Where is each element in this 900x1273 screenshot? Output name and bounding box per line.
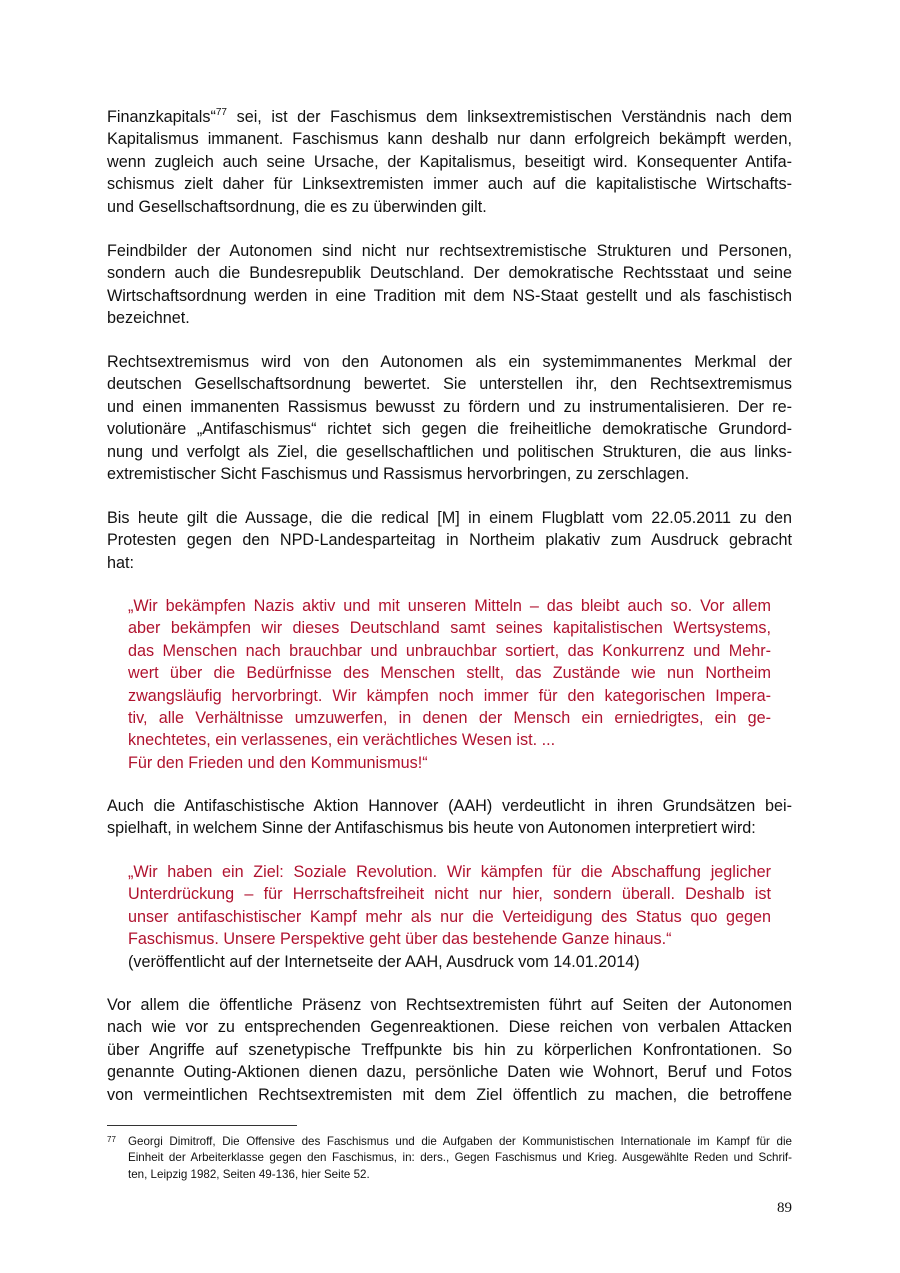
- quote-line: Für den Frieden und den Kommunismus!“: [128, 753, 428, 772]
- paragraph-1: [107, 106, 792, 218]
- paragraph-line: Kapitalismus immanent. Faschismus kann deshalb nur dann erfolgreich bekämpft werden,: [107, 130, 792, 149]
- quote-line: unser antifaschistischer Kampf mehr als nur die Verteidigung des Status quo gegen: [128, 907, 771, 926]
- paragraph-2: [107, 240, 792, 330]
- paragraph-line: Wirtschaftsordnung werden in eine Tradition mit dem NS-Staat gestellt und als faschistisch: [107, 286, 792, 305]
- paragraph-line: Auch die Antifaschistische Aktion Hannover (AAH) verdeutlicht in ihren Grundsätzen bei-: [107, 797, 792, 815]
- paragraph-line: deutschen Gesellschaftsordnung bewertet. Sie unterstellen ihr, den Rechtsextremismus: [107, 375, 792, 394]
- paragraph-line: sondern auch die Bundesrepublik Deutschland. Der demokratische Rechtsstaat und seine: [107, 264, 792, 283]
- text-run: sei, ist der Faschismus dem linksextremistischen Verständnis nach dem: [227, 108, 792, 126]
- footnote-line: ten, Leipzig 1982, Seiten 49-136, hier Seite 52.: [128, 1167, 370, 1181]
- paragraph-line: von vermeintlichen Rechtsextremisten mit dem Ziel öffentlich zu machen, die betroffene: [107, 1085, 792, 1104]
- text-run: Finanzkapitals“: [107, 108, 216, 126]
- quote-line: zwangsläufig hervorbringt. Wir kämpfen noch immer für den kategorischen Impera-: [128, 686, 771, 705]
- footnote-divider: [107, 1125, 297, 1126]
- paragraph-3: [107, 351, 792, 485]
- footnote-body: [128, 1134, 792, 1183]
- paragraph-6: [107, 994, 792, 1106]
- paragraph-line: und Gesellschaftsordnung, die es zu überwinden gilt.: [107, 197, 487, 216]
- paragraph-line: extremistischer Sicht Faschismus und Rassismus hervorbringen, zu zerschlagen.: [107, 465, 690, 484]
- paragraph-line: hat:: [107, 553, 135, 572]
- footnote-line: Einheit der Arbeiterklasse gegen den Faschismus, in: ders., Gegen Faschismus und Krieg. Ausgewählte Reden und Schrif-: [128, 1151, 792, 1165]
- paragraph-line: volutionäre „Antifaschismus“ richtet sich gegen die freiheitliche demokratische Grundord-: [107, 420, 792, 439]
- paragraph-line: und einen immanenten Rassismus bewusst zu fördern und zu instrumentalisieren. Der re-: [107, 397, 792, 416]
- quote-line: tiv, alle Verhältnisse umzuwerfen, in denen der Mensch ein erniedrigtes, ein ge-: [128, 709, 771, 728]
- paragraph-5: [107, 795, 792, 840]
- quote-line: knechtetes, ein verlassenes, ein verächtliches Wesen ist. ...: [128, 731, 556, 750]
- paragraph-line: genannte Outing-Aktionen dienen dazu, persönliche Daten wie Wohnort, Beruf und Fotos: [107, 1063, 792, 1082]
- quote-line: „Wir bekämpfen Nazis aktiv und mit unseren Mitteln – das bleibt auch so. Vor allem: [128, 597, 771, 615]
- quote-line: wert über die Bedürfnisse des Menschen stellt, das Zustände wie nun Northeim: [128, 664, 771, 683]
- quote-line: Faschismus. Unsere Perspektive geht über das bestehende Ganze hinaus.“: [128, 930, 672, 949]
- page-number: 89: [777, 1200, 792, 1216]
- quote-line: aber bekämpfen wir dieses Deutschland samt seines kapitalistischen Wertsystems,: [128, 619, 771, 638]
- paragraph-4: [107, 507, 792, 574]
- paragraph-line: schismus zielt daher für Linksextremisten immer auch auf die kapitalistische Wirtschafts-: [107, 175, 792, 194]
- paragraph-line: [107, 106, 792, 128]
- footnote: [107, 1134, 792, 1183]
- paragraph-line: Protesten gegen den NPD-Landesparteitag in Northeim plakativ zum Ausdruck gebracht: [107, 531, 792, 550]
- block-quote-1: [128, 595, 771, 774]
- paragraph-line: Rechtsextremismus wird von den Autonomen als ein systemimmanentes Merkmal der: [107, 353, 792, 371]
- paragraph-line: nach wie vor zu entsprechenden Gegenreaktionen. Diese reichen von verbalen Attacken: [107, 1018, 792, 1037]
- paragraph-line: bezeichnet.: [107, 309, 190, 328]
- quote-line: Unterdrückung – für Herrschaftsfreiheit nicht nur hier, sondern überall. Deshalb ist: [128, 885, 771, 904]
- paragraph-line: spielhaft, in welchem Sinne der Antifaschismus bis heute von Autonomen interpretiert wird:: [107, 819, 756, 838]
- paragraph-line: Bis heute gilt die Aussage, die die redical [M] in einem Flugblatt vom 22.05.2011 zu den: [107, 509, 792, 527]
- quote-line: „Wir haben ein Ziel: Soziale Revolution. Wir kämpfen für die Abschaffung jeglicher: [128, 863, 771, 881]
- paragraph-line: nung und verfolgt als Ziel, die gesellschaftlichen und politischen Strukturen, die aus links-: [107, 442, 792, 461]
- paragraph-line: Feindbilder der Autonomen sind nicht nur rechtsextremistische Strukturen und Personen,: [107, 242, 792, 260]
- paragraph-line: wenn zugleich auch seine Ursache, der Kapitalismus, beseitigt wird. Konsequenter Antifa-: [107, 152, 792, 171]
- footnote-reference[interactable]: 77: [215, 107, 227, 118]
- footnote-line: Georgi Dimitroff, Die Offensive des Faschismus und die Aufgaben der Kommunistischen Internationale im Kampf für die: [128, 1135, 792, 1148]
- paragraph-line: Vor allem die öffentliche Präsenz von Rechtsextremisten führt auf Seiten der Autonomen: [107, 996, 792, 1014]
- quote-line: das Menschen nach brauchbar und unbrauchbar sortiert, das Konkurrenz und Mehr-: [128, 641, 771, 660]
- footnote-number: 77: [107, 1135, 116, 1144]
- block-quote-2: [128, 861, 771, 973]
- quote-source: (veröffentlicht auf der Internetseite der AAH, Ausdruck vom 14.01.2014): [128, 952, 640, 971]
- paragraph-line: über Angriffe auf szenetypische Treffpunkte bis hin zu körperlichen Konfrontationen. So: [107, 1040, 792, 1059]
